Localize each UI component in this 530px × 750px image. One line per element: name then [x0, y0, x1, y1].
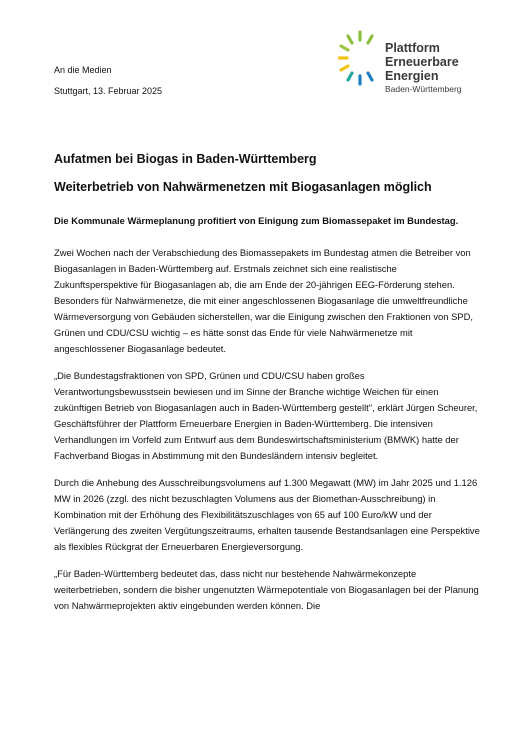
paragraph-3: Durch die Anhebung des Ausschreibungsvolumens auf 1.300 Megawatt (MW) im Jahr 2025 und 1.126 MW in 2026 (zzgl. des nicht bezuschlagten Volumens aus der Biomethan-Ausschreibung) in Kombination mit der Erhöhung des Flexibilitätszuschlages von 65 auf 100 Euro/kW und der Verlängerung des zweiten Vergütungszeitraums, erhalten tausende Bestandsanlagen eine Perspektive als flexibles Rückgrat der Erneuerbaren Energieversorgung. — [54, 477, 480, 552]
press-meta — [54, 64, 162, 106]
organization-logo — [338, 28, 518, 108]
logo-line-3: Energien — [385, 69, 439, 83]
subheadline: Weiterbetrieb von Nahwärmenetzen mit Biogasanlagen möglich — [54, 180, 432, 194]
press-release-body — [54, 152, 480, 625]
logo-line-1: Plattform — [385, 41, 440, 55]
logo-line-2: Erneuerbare — [385, 55, 459, 69]
paragraph-4: „Für Baden-Württemberg bedeutet das, dass nicht nur bestehende Nahwärmekonzepte weiterbetrieben, sondern die bisher ungenutzten Wärmepotentiale von Biogasanlagen bei der Planung von Nahwärmeprojekten aktiv eingebunden werden können. Die — [54, 568, 479, 611]
headline: Aufatmen bei Biogas in Baden-Württemberg — [54, 152, 317, 166]
paragraph-1: Zwei Wochen nach der Verabschiedung des Biomassepakets im Bundestag atmen die Betreiber von Biogasanlagen in Baden-Württemberg auf. Erstmals zeichnet sich eine realistische Zukunftsperspektive für Biogasanlagen ab, die am Ende der 20-jährigen EEG-Förderung stehen. Besonders für Nahwärmenetze, die mit einer angeschlossenen Biogasanlage die umweltfreundliche Wärmeversorgung von Gebäuden sicherstellen, war die Einigung zwischen den Fraktionen von SPD, Grünen und CDU/CSU wichtig – es hätte sonst das Ende für viele Nahwärmenetze mit angeschlossener Biogasanlage bedeutet. — [54, 247, 473, 354]
sun-icon — [338, 28, 384, 88]
paragraph-2: „Die Bundestagsfraktionen von SPD, Grünen und CDU/CSU haben großes Verantwortungsbewusstsein bewiesen und im Sinne der Branche wichtige Weichen für einen zukünftigen Betrieb von Biogasanlagen auch in Baden-Württemberg gestellt", erklärt Jürgen Scheurer, Geschäftsführer der Plattform Erneuerbare Energien in Baden-Württemberg. Die intensiven Verhandlungen im Vorfeld zum Entwurf aus dem Bundeswirtschaftsministerium (BMWK) hatte der Fachverband Biogas in Abstimmung mit den Bundesländern intensiv begleitet. — [54, 370, 478, 461]
lead-paragraph: Die Kommunale Wärmeplanung profitiert von Einigung zum Biomassepaket im Bundestag. — [54, 215, 459, 226]
logo-subtitle: Baden-Württemberg — [385, 84, 462, 94]
place-date-line: Stuttgart, 13. Februar 2025 — [54, 86, 163, 96]
recipient-line: An die Medien — [54, 65, 112, 75]
